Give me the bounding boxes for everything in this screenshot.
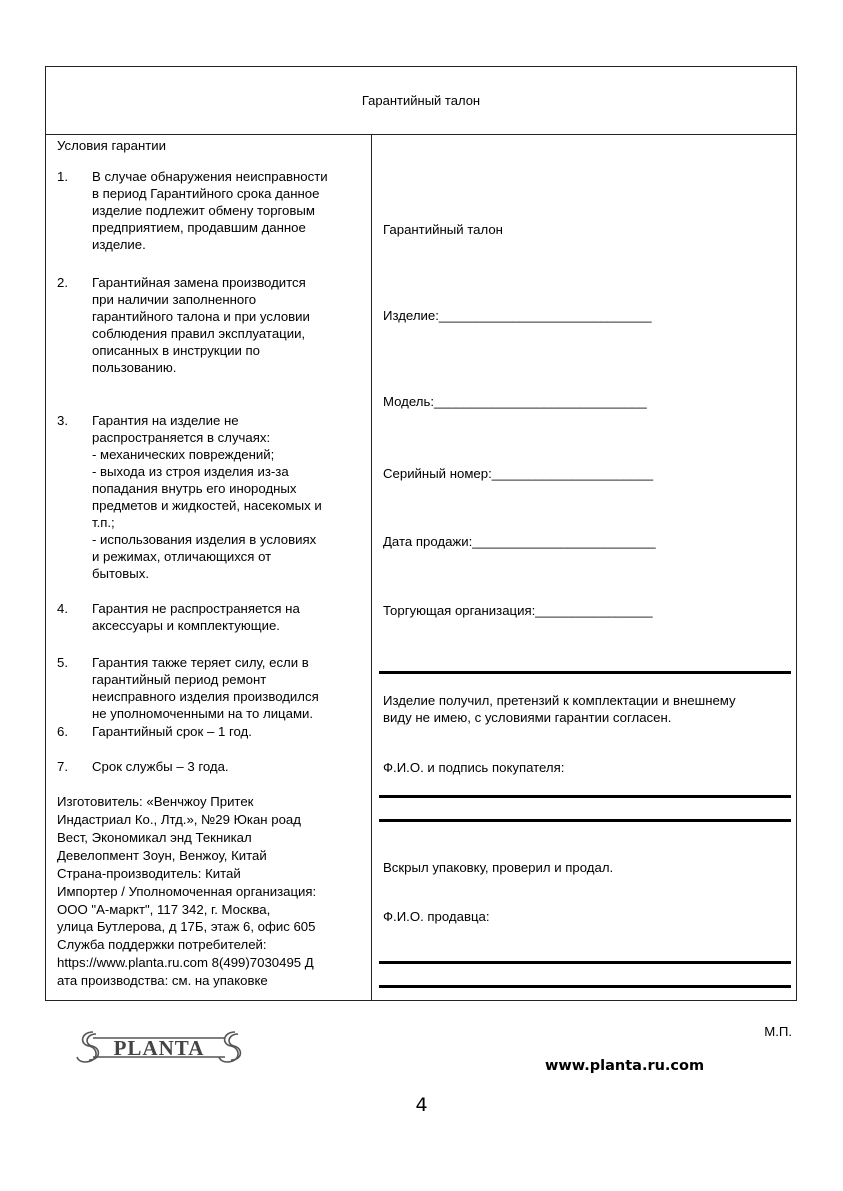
item-number: 7. [57, 759, 68, 774]
section-rule [379, 671, 791, 674]
item-line: неисправного изделия производился [92, 689, 319, 704]
item-line: не уполномоченными на то лицами. [92, 706, 314, 721]
item-line: описанных в инструкции по [92, 343, 260, 358]
item-line: - выхода из строя изделия из-за [92, 464, 289, 479]
manufacturer-line: Девелопмент Зоун, Венжоу, Китай [57, 848, 267, 863]
item-line: аксессуары и комплектующие. [92, 618, 280, 633]
item-line: В случае обнаружения неисправности [92, 169, 328, 184]
manufacturer-line: ООО "А-маркт", 117 342, г. Москва, [57, 902, 271, 917]
conditions-heading: Условия гарантии [57, 138, 167, 153]
manufacturer-line: Страна-производитель: Китай [57, 866, 241, 881]
item-line: предметов и жидкостей, насекомых и [92, 498, 322, 513]
item-number: 1. [57, 169, 68, 184]
card-header [46, 67, 796, 135]
item-line: гарантийного талона и при условии [92, 309, 310, 324]
item-number: 3. [57, 413, 68, 428]
item-number: 5. [57, 655, 68, 670]
manufacturer-line: Импортер / Уполномоченная организация: [57, 884, 317, 899]
stamp-place: М.П. [764, 1024, 792, 1039]
product-field[interactable]: Изделие:_____________________________ [383, 308, 652, 323]
item-line: Гарантийная замена производится [92, 275, 306, 290]
item-number: 6. [57, 724, 68, 739]
item-line: бытовых. [92, 566, 149, 581]
item-line: - использования изделия в условиях [92, 532, 317, 547]
buyer-signature-label: Ф.И.О. и подпись покупателя: [383, 760, 565, 775]
planta-logo [75, 1026, 253, 1068]
buyer-signature-line[interactable] [379, 795, 791, 798]
received-statement: виду не имею, с условиями гарантии согласен. [383, 710, 672, 725]
form-title: Гарантийный талон [383, 222, 503, 237]
item-line: попадания внутрь его инородных [92, 481, 297, 496]
sale-date-field[interactable]: Дата продажи:_________________________ [383, 534, 656, 549]
item-number: 4. [57, 601, 68, 616]
item-line: Срок службы – 3 года. [92, 759, 229, 774]
model-field[interactable]: Модель:_____________________________ [383, 394, 647, 409]
item-line: при наличии заполненного [92, 292, 257, 307]
item-line: предприятием, продавшим данное [92, 220, 306, 235]
section-rule [379, 819, 791, 822]
manufacturer-line: улица Бутлерова, д 17Б, этаж 6, офис 605 [57, 919, 316, 934]
item-line: Гарантийный срок – 1 год. [92, 724, 252, 739]
item-line: распространяется в случаях: [92, 430, 271, 445]
manufacturer-line: Изготовитель: «Венчжоу Притек [57, 794, 254, 809]
support-line: https://www.planta.ru.com 8(499)7030495 Д [57, 955, 314, 970]
column-divider [371, 135, 372, 1000]
received-statement: Изделие получил, претензий к комплектации и внешнему [383, 693, 736, 708]
website-link[interactable]: www.planta.ru.com [545, 1058, 705, 1074]
item-line: в период Гарантийного срока данное [92, 186, 320, 201]
item-number: 2. [57, 275, 68, 290]
item-line: пользованию. [92, 360, 177, 375]
seller-signature-line[interactable] [379, 961, 791, 964]
warranty-card-frame [45, 66, 797, 1039]
page-number: 4 [415, 1094, 428, 1116]
card-title: Гарантийный талон [361, 93, 481, 108]
item-line: Гарантия не распространяется на [92, 601, 300, 616]
serial-number-field[interactable]: Серийный номер:______________________ [383, 466, 654, 481]
shop-field[interactable]: Торгующая организация:________________ [383, 603, 653, 618]
support-line: Служба поддержки потребителей: [57, 937, 267, 952]
production-date-line: ата производства: см. на упаковке [57, 973, 268, 988]
item-line: Гарантия также теряет силу, если в [92, 655, 309, 670]
item-line: Гарантия на изделие не [92, 413, 239, 428]
item-line: т.п.; [92, 515, 115, 530]
logo-text: PLANTA [113, 1036, 205, 1060]
manufacturer-line: Вест, Экономикал энд Текникал [57, 830, 252, 845]
section-rule [379, 985, 791, 988]
item-line: изделие. [92, 237, 146, 252]
item-line: гарантийный период ремонт [92, 672, 267, 687]
seller-name-label: Ф.И.О. продавца: [383, 909, 490, 924]
manufacturer-line: Индастриал Ко., Лтд.», №29 Юкан роад [57, 812, 301, 827]
opened-statement: Вскрыл упаковку, проверил и продал. [383, 860, 614, 875]
item-line: и режимах, отличающихся от [92, 549, 272, 564]
item-line: изделие подлежит обмену торговым [92, 203, 315, 218]
item-line: соблюдения правил эксплуатации, [92, 326, 306, 341]
item-line: - механических повреждений; [92, 447, 275, 462]
warranty-form [383, 135, 792, 1039]
